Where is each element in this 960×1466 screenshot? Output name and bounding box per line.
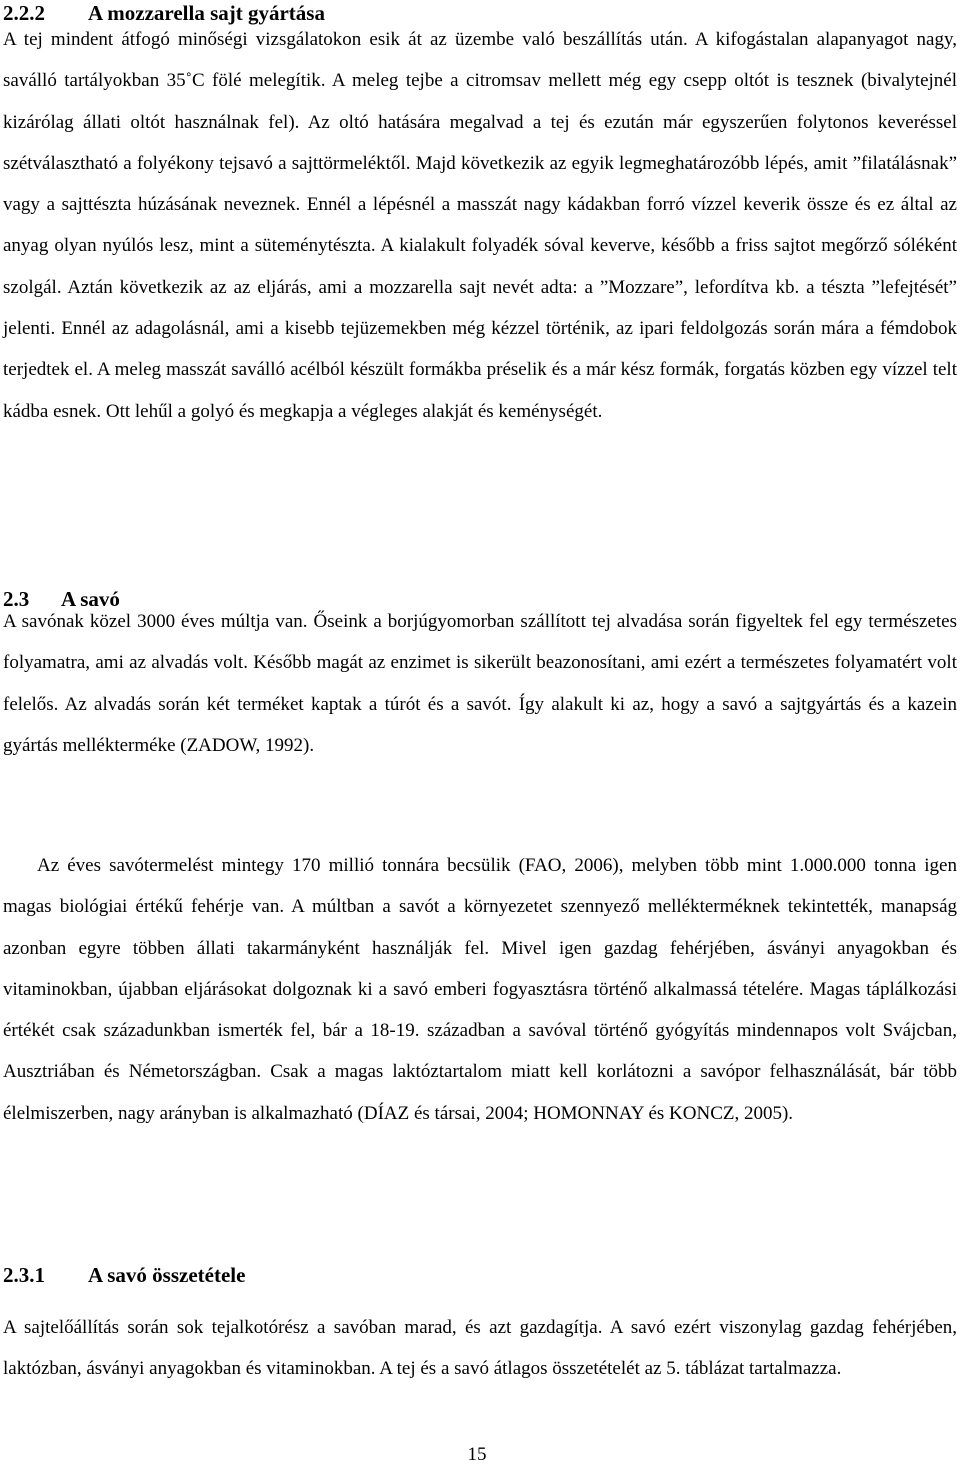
section-heading-2-3-1 <box>3 1262 245 1288</box>
body-paragraph: A sajtelőállítás során sok tejalkotórész a savóban marad, és azt gazdagítja. A savó ezért viszonylag gazdag fehérjében, laktózban, ásványi anyagokban és vitaminokban. A tej és a savó átlagos összetételét az 5. táblázat tartalmazza. <box>3 1317 957 1380</box>
body-paragraph: A savónak közel 3000 éves múltja van. Őseink a borjúgyomorban szállított tej alvadása során figyeltek fel egy természetes folyamatra, ami az alvadás volt. Később magát az enzimet is sikerült beazonosítani, ami ezért a természetes folyamatért volt felelős. Az alvadás során két terméket kaptak a túrót és a savót. Így alakult ki az, hogy a savó a sajtgyártás és a kazein gyártás mellékterméke (ZADOW, 1992). <box>3 611 957 756</box>
body-paragraph: Az éves savótermelést mintegy 170 millió tonnára becsülik (FAO, 2006), melyben több mint 1.000.000 tonna igen magas biológiai értékű fehérje van. A múltban a savót a környezetet szennyező mellékterméknek tekintették, manapság azonban egyre többen állati takarmányként használják fel. Mivel igen gazdag fehérjében, ásványi anyagokban és vitaminokban, újabban eljárásokat dolgoznak ki a savó emberi fogyasztásra történő alkalmassá tételére. Magas táplálkozási értékét csak századunkban ismerték fel, bár a 18-19. században a savóval történő gyógyítás mindennapos volt Svájcban, Ausztriában és Németországban. Csak a magas laktóztartalom miatt kell korlátozni a savópor felhasználását, bár több élelmiszerben, nagy arányban is alkalmazható (DÍAZ és társai, 2004; HOMONNAY és KONCZ, 2005). <box>3 855 957 1124</box>
section-title: A savó <box>61 587 120 611</box>
section-title: A mozzarella sajt gyártása <box>88 1 325 25</box>
section-number: 2.3 <box>3 587 30 611</box>
section-title: A savó összetétele <box>88 1263 246 1287</box>
section-number: 2.2.2 <box>3 1 45 25</box>
body-paragraph: A tej mindent átfogó minőségi vizsgálatokon esik át az üzembe való beszállítás után. A kifogástalan alapanyagot nagy, saválló tartályokban 35˚C fölé melegítik. A meleg tejbe a citromsav mellett még egy csepp oltót is tesznek (bivalytejnél kizárólag állati oltót használnak fel). Az oltó hatására megalvad a tej és ezután már egyszerűen folytonos keveréssel szétválasztható a folyékony tejsavó a sajttörmeléktől. Majd következik az egyik legmeghatározóbb lépés, amit ”filatálásnak” vagy a sajttészta húzásának neveznek. Ennél a lépésnél a masszát nagy kádakban forró vízzel keverik össze és ez által az anyag olyan nyúlós lesz, mint a süteménytészta. A kialakult folyadék sóval keverve, később a friss sajtot megőrző sóléként szolgál. Aztán következik az az eljárás, ami a mozzarella sajt nevét adta: a ”Mozzare”, lefordítva kb. a tészta ”lefejtését” jelenti. Ennél az adagolásnál, ami a kisebb tejüzemekben még kézzel történik, az ipari feldolgozás során mára a fémdobok terjedtek el. A meleg masszát saválló acélból készült formákba préselik és a már kész formák, forgatás közben egy vízzel telt kádba esnek. Ott lehűl a golyó és megkapja a végleges alakját és keménységét. <box>3 29 957 422</box>
section-number: 2.3.1 <box>3 1263 45 1287</box>
page-number: 15 <box>467 1444 487 1465</box>
